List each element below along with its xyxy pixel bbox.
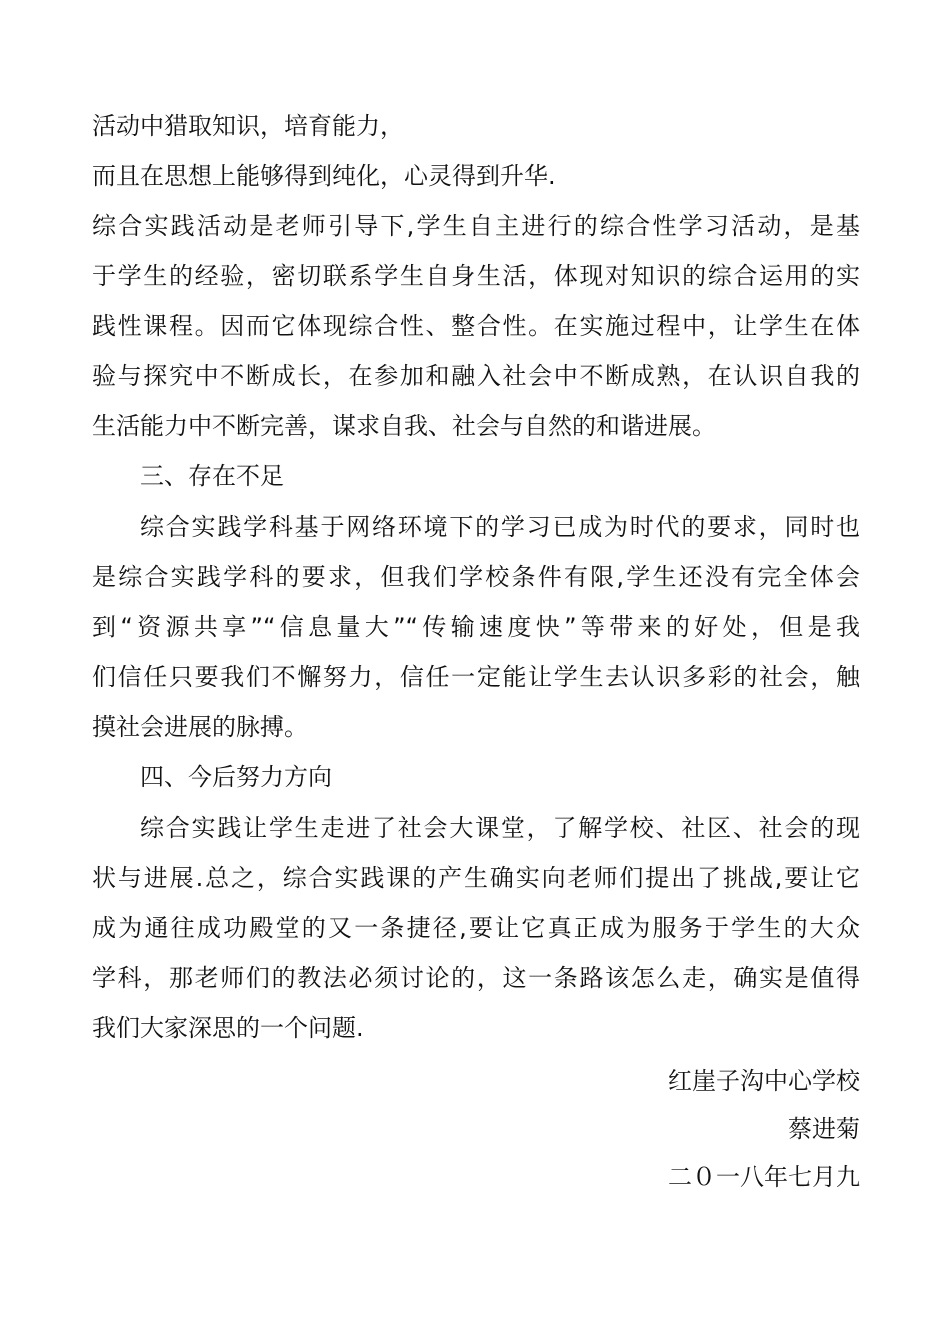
- text-line: 摸社会进展的脉搏。: [92, 713, 308, 741]
- text-line: 到“资源共享”“信息量大”“传输速度快”等带来的好处，但是我: [92, 613, 860, 641]
- signature-author: 蔡进菊: [788, 1115, 860, 1143]
- text-line: 综合实践学科基于网络环境下的学习已成为时代的要求，同时也: [140, 513, 860, 541]
- text-line: 我们大家深思的一个问题.: [92, 1014, 364, 1042]
- text-line: 成为通往成功殿堂的又一条捷径,要让它真正成为服务于学生的大众: [92, 914, 860, 942]
- section-heading: 四、今后努力方向: [140, 763, 332, 791]
- text-line: 们信任只要我们不懈努力，信任一定能让学生去认识多彩的社会，触: [92, 663, 860, 691]
- text-line: 生活能力中不断完善，谋求自我、社会与自然的和谐进展。: [92, 412, 716, 440]
- text-line: 践性课程。因而它体现综合性、整合性。在实施过程中，让学生在体: [92, 312, 860, 340]
- section-heading: 三、存在不足: [140, 462, 284, 490]
- text-line: 综合实践活动是老师引导下,学生自主进行的综合性学习活动，是基: [92, 212, 860, 240]
- text-line: 是综合实践学科的要求，但我们学校条件有限,学生还没有完全体会: [92, 563, 860, 591]
- text-line: 综合实践让学生走进了社会大课堂，了解学校、社区、社会的现: [140, 814, 860, 842]
- text-line: 活动中猎取知识，培育能力，: [92, 112, 404, 140]
- text-line: 学科，那老师们的教法必须讨论的，这一条路该怎么走，确实是值得: [92, 964, 860, 992]
- signature-date: 二０一八年七月九: [668, 1163, 860, 1191]
- document-body: [92, 101, 860, 1201]
- text-line: 而且在思想上能够得到纯化，心灵得到升华.: [92, 162, 556, 190]
- text-line: 于学生的经验，密切联系学生自身生活，体现对知识的综合运用的实: [92, 262, 860, 290]
- text-line: 状与进展.总之，综合实践课的产生确实向老师们提出了挑战,要让它: [92, 864, 860, 892]
- text-line: 验与探究中不断成长，在参加和融入社会中不断成熟，在认识自我的: [92, 362, 860, 390]
- signature-school: 红崖子沟中心学校: [668, 1067, 860, 1095]
